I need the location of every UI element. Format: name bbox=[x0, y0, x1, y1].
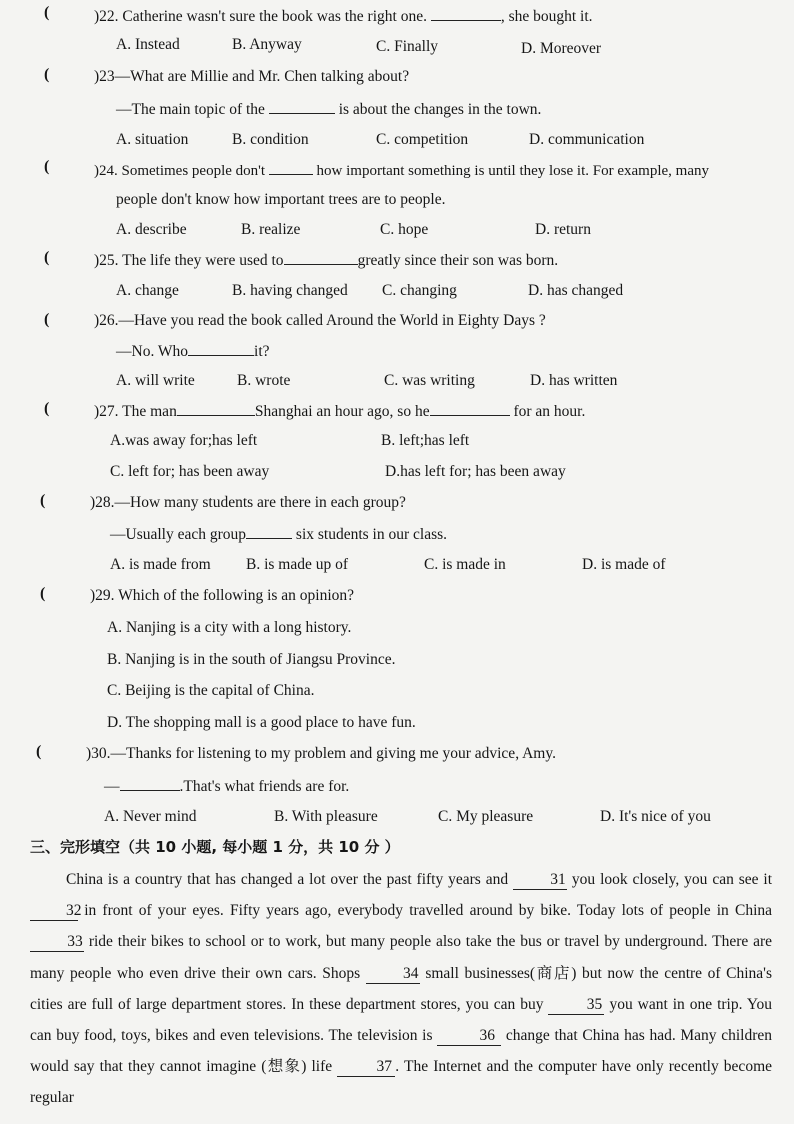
question-text: Catherine wasn't sure the book was the right one. bbox=[122, 8, 427, 25]
answer-blank[interactable] bbox=[177, 401, 255, 416]
answer-blank[interactable] bbox=[246, 524, 292, 539]
blank-31[interactable]: 31 bbox=[513, 871, 567, 890]
answer-paren: ( bbox=[40, 585, 46, 602]
option-b[interactable]: B. With pleasure bbox=[274, 808, 378, 825]
option-a[interactable]: A. Nanjing is a city with a long history. bbox=[107, 619, 352, 636]
option-a[interactable]: A. situation bbox=[116, 131, 189, 148]
answer-blank[interactable] bbox=[120, 776, 180, 791]
option-d[interactable]: D. The shopping mall is a good place to have fun. bbox=[107, 714, 416, 731]
option-a[interactable]: A. describe bbox=[116, 221, 187, 238]
blank-36[interactable]: 36 bbox=[437, 1027, 501, 1046]
option-a[interactable]: A. Instead bbox=[116, 36, 180, 53]
option-b[interactable]: B. condition bbox=[232, 131, 309, 148]
option-c[interactable]: C. is made in bbox=[424, 556, 506, 573]
blank-35[interactable]: 35 bbox=[548, 996, 604, 1015]
question-number: 22 bbox=[99, 8, 115, 25]
answer-blank[interactable] bbox=[284, 250, 358, 265]
blank-34[interactable]: 34 bbox=[366, 965, 420, 984]
option-b[interactable]: B. is made up of bbox=[246, 556, 349, 573]
option-d[interactable]: D. is made of bbox=[582, 556, 666, 573]
option-a[interactable]: A. Never mind bbox=[104, 808, 197, 825]
answer-paren: ( bbox=[40, 492, 46, 509]
option-b[interactable]: B. having changed bbox=[232, 282, 348, 299]
option-c[interactable]: C. hope bbox=[380, 221, 429, 238]
option-b[interactable]: B. left;has left bbox=[381, 432, 470, 449]
option-c[interactable]: C. changing bbox=[382, 282, 457, 299]
option-d[interactable]: D. return bbox=[535, 221, 591, 238]
blank-33[interactable]: 33 bbox=[30, 933, 84, 952]
option-a[interactable]: A. change bbox=[116, 282, 179, 299]
option-c[interactable]: C. Beijing is the capital of China. bbox=[107, 682, 315, 699]
answer-paren: ( bbox=[44, 158, 50, 175]
blank-37[interactable]: 37 bbox=[337, 1058, 395, 1077]
answer-paren: ( bbox=[44, 311, 50, 328]
option-b[interactable]: B. Anyway bbox=[232, 36, 302, 53]
exam-page: ( )22. Catherine wasn't sure the book was the right one. , she bought it. A. Instead B. Anyway C. Finally D. Moreover ( )23—What are Millie and Mr. Chen talking about? —The main topic of the is about the changes in the town. A. situation B. condition C. competition D. communication ( )24. Sometimes people don't how important something is until they lose it. For example, many people don't know how important trees are to people. A. describe B. realize C. hope D. return ( )25. The life they were used to greatly since their son was born. A. change B. having changed C. changing D. has changed ( )26.—Have you read the book called Around the World in Eighty Days ? —No. Who it? A. will write B. wrote C. was writing D. has written ( )27. The man Shanghai an hour ago, so he for an hour. A.was away for;has left B. left;has left C. left for; has been away D.has left for; has been away ( )28.—How many students are there in each group? —Usually each group six students in our class. A. is made from B. is made up of C. is made in D. is made of ( )29. Which of the following is an opinion? A. Nanjing is a city with a long history. B. Nanjing is in the south of Jiangsu Province. C. Beijing is the capital of China. D. The shopping mall is a good place to have fun. ( )30.—Thanks for listening to my problem and giving me your advice, Amy. — .That's what friends are for. A. Never mind B. With pleasure C. My pleasure D. It's nice of you 三、完形填空（共 10 小题, 每小题 1 分，共 10 分 ） China is a country that has changed a lot over the past fifty years and 31 you look closely, you can see it 32 in front of your eyes. Fifty years ago, everybody travelled around by bike. Today lots of people in China 33 ride their bikes to school or to work, but many people also take the bus or travel by underground. There are many people who even drive their own cars. Shops 34 small businesses(商店) but now the centre of China's cities are full of large department stores. In these department stores, you can buy 35 you want in one trip. You can buy food, toys, bikes and even televisions. The television is 36 change that China has had. Many children would say that they cannot imagine (想象) life 37 . The Internet and the computer have only recently become regular bbox=[0, 0, 794, 1124]
answer-paren: ( bbox=[44, 249, 50, 266]
section-title: 三、完形填空（共 10 小题, 每小题 1 分，共 10 分 ） bbox=[30, 838, 400, 856]
answer-paren: ( bbox=[44, 66, 50, 83]
answer-blank[interactable] bbox=[269, 99, 335, 114]
option-b[interactable]: B. realize bbox=[241, 221, 301, 238]
answer-blank[interactable] bbox=[431, 6, 501, 21]
cloze-passage: China is a country that has changed a lot over the past fifty years and 31 you look closely, you can see it 32 in front of your eyes. Fifty years ago, everybody travelled around by bike. Today lots of people in China 33 ride their bikes to school or to work, but many people also take the bus or travel by underground. There are many people who even drive their own cars. Shops 34 small businesses(商店) but now the centre of China's cities are full of large department stores. In these department stores, you can buy 35 you want in one trip. You can buy food, toys, bikes and even televisions. The television is 36 change that China has had. Many children would say that they cannot imagine (想象) life 37 . The Internet and the computer have only recently become regular bbox=[30, 871, 773, 1107]
answer-blank[interactable] bbox=[269, 160, 313, 175]
answer-blank[interactable] bbox=[188, 341, 254, 356]
option-c[interactable]: C. My pleasure bbox=[438, 808, 534, 825]
option-c[interactable]: C. left for; has been away bbox=[110, 463, 270, 480]
option-d[interactable]: D.has left for; has been away bbox=[385, 463, 566, 480]
answer-blank[interactable] bbox=[430, 401, 510, 416]
answer-paren: ( bbox=[44, 400, 50, 417]
option-d[interactable]: D. communication bbox=[529, 131, 645, 148]
option-a[interactable]: A. will write bbox=[116, 372, 195, 389]
answer-paren: ( bbox=[44, 4, 50, 21]
option-c[interactable]: C. was writing bbox=[384, 372, 475, 389]
option-c[interactable]: C. Finally bbox=[376, 38, 439, 55]
answer-paren: ( bbox=[36, 743, 42, 760]
blank-32[interactable]: 32 bbox=[30, 902, 78, 921]
option-b[interactable]: B. Nanjing is in the south of Jiangsu Province. bbox=[107, 651, 396, 668]
option-a[interactable]: A.was away for;has left bbox=[110, 432, 258, 449]
option-d[interactable]: D. Moreover bbox=[521, 40, 602, 57]
option-b[interactable]: B. wrote bbox=[237, 372, 291, 389]
option-d[interactable]: D. It's nice of you bbox=[600, 808, 711, 825]
option-a[interactable]: A. is made from bbox=[110, 556, 211, 573]
option-d[interactable]: D. has written bbox=[530, 372, 618, 389]
option-c[interactable]: C. competition bbox=[376, 131, 469, 148]
option-d[interactable]: D. has changed bbox=[528, 282, 624, 299]
